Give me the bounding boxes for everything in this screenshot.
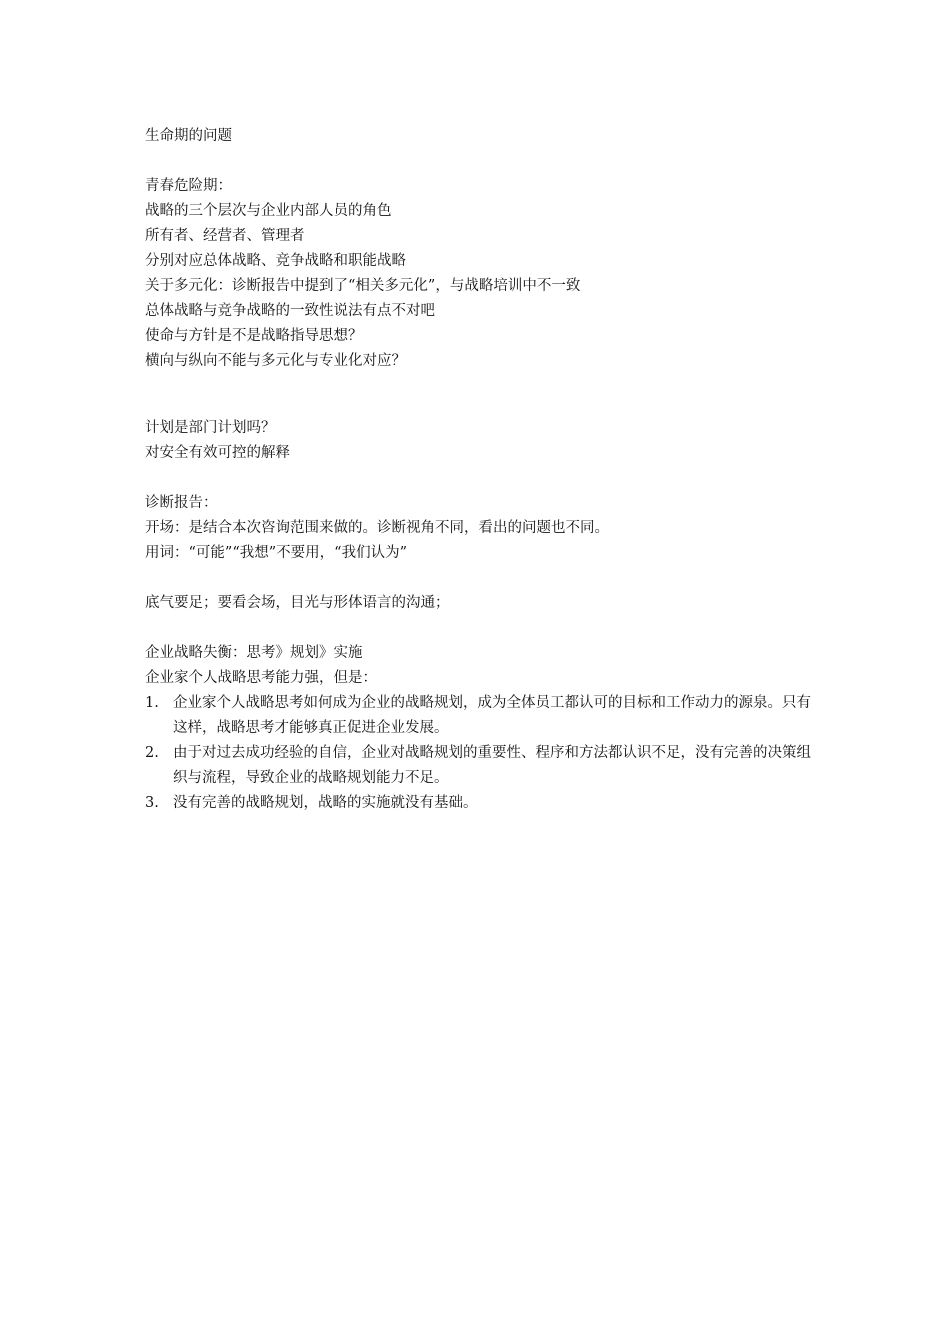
youth-title: 青春危险期： xyxy=(145,178,232,194)
list-item xyxy=(145,741,813,791)
text-line: 所有者、经营者、管理者 xyxy=(145,228,305,244)
text-line: 计划是部门计划吗？ xyxy=(145,420,276,436)
imbalance-intro: 企业家个人战略思考能力强，但是： xyxy=(145,670,377,686)
blank-line xyxy=(145,374,815,416)
list-text: 企业家个人战略思考如何成为企业的战略规划，成为全体员工都认可的目标和工作动力的源泉。只有这样，战略思考才能够真正促进企业发展。 xyxy=(173,695,811,736)
document-body xyxy=(145,124,815,816)
list-number: 3. xyxy=(145,795,159,811)
list-text: 没有完善的战略规划，战略的实施就没有基础。 xyxy=(173,795,478,811)
text-line: 横向与纵向不能与多元化与专业化对应？ xyxy=(145,353,406,369)
list-text: 由于对过去成功经验的自信，企业对战略规划的重要性、程序和方法都认识不足，没有完善的决策组织与流程，导致企业的战略规划能力不足。 xyxy=(173,745,811,786)
list-number: 1. xyxy=(145,695,159,711)
text-line: 总体战略与竞争战略的一致性说法有点不对吧 xyxy=(145,303,435,319)
report-title: 诊断报告： xyxy=(145,495,218,511)
blank-line xyxy=(145,466,815,491)
numbered-list xyxy=(145,691,815,816)
list-item xyxy=(145,691,813,741)
text-line: 使命与方针是不是战略指导思想？ xyxy=(145,328,363,344)
text-line: 战略的三个层次与企业内部人员的角色 xyxy=(145,203,392,219)
list-item xyxy=(145,791,813,816)
text-line: 对安全有效可控的解释 xyxy=(145,445,290,461)
blank-line xyxy=(145,616,815,641)
text-line: 关于多元化：诊断报告中提到了“相关多元化”，与战略培训中不一致 xyxy=(145,278,581,294)
section-heading: 生命期的问题 xyxy=(145,128,232,144)
list-number: 2. xyxy=(145,745,159,761)
text-line: 分别对应总体战略、竞争战略和职能战略 xyxy=(145,253,406,269)
blank-line xyxy=(145,566,815,591)
text-line: 用词：“可能”“我想”不要用，“我们认为” xyxy=(145,545,407,561)
blank-line xyxy=(145,149,815,174)
imbalance-title: 企业战略失衡：思考》规划》实施 xyxy=(145,645,363,661)
text-line: 开场：是结合本次咨询范围来做的。诊断视角不同，看出的问题也不同。 xyxy=(145,520,609,536)
confidence-line: 底气要足；要看会场，目光与形体语言的沟通； xyxy=(145,595,450,611)
